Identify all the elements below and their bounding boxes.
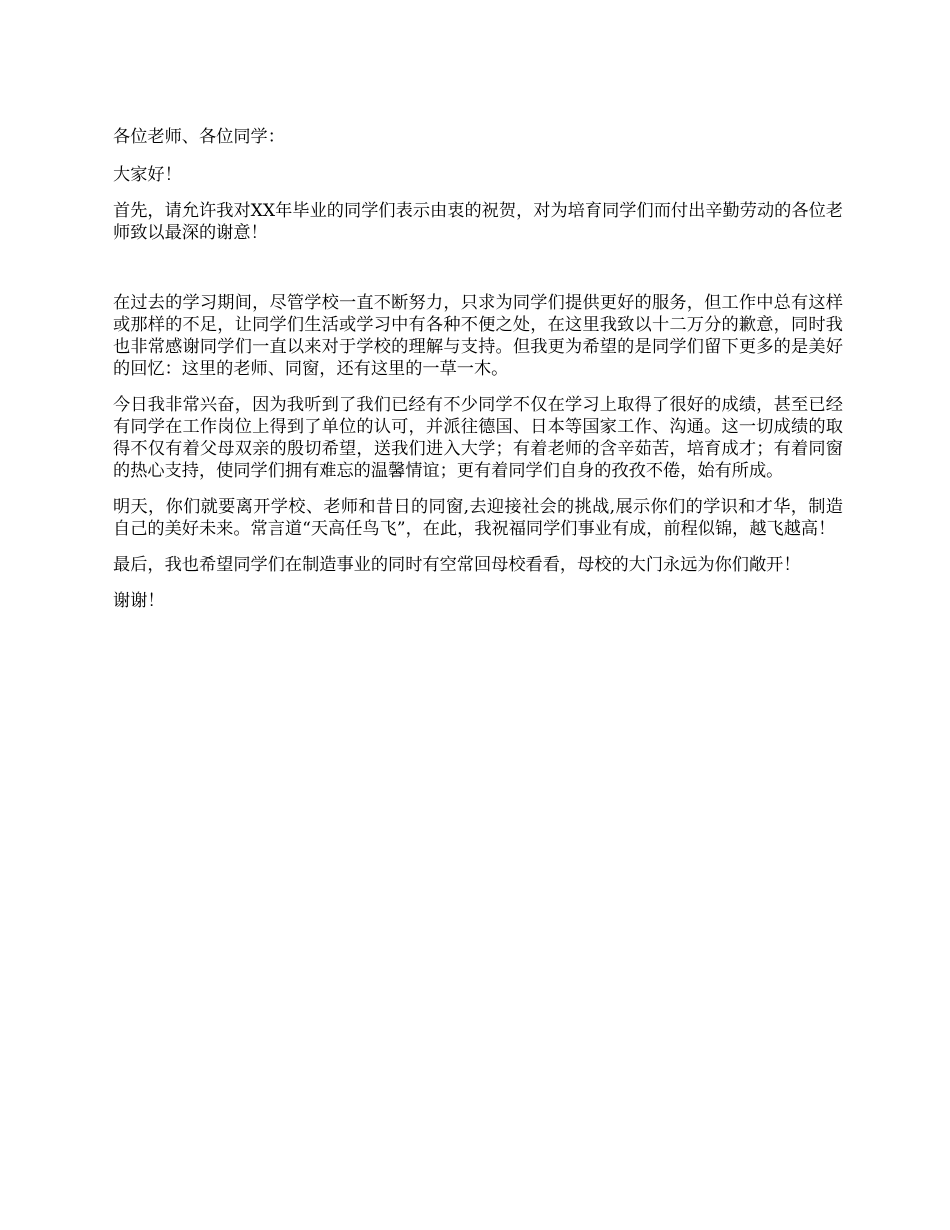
paragraph-congratulations: 首先，请允许我对XX年毕业的同学们表示由衷的祝贺，对为培育同学们而付出辛勤劳动的各位老师致以最深的谢意！ bbox=[113, 201, 843, 243]
closing-thanks: 谢谢！ bbox=[113, 591, 165, 611]
paragraph-future: 明天，你们就要离开学校、老师和昔日的同窗,去迎接社会的挑战,展示你们的学识和才华，制造自己的美好未来。常言道“天高任鸟飞”，在此，我祝福同学们事业有成，前程似锦，越飞越高！ bbox=[113, 497, 843, 539]
salutation: 大家好！ bbox=[113, 165, 182, 185]
greeting: 各位老师、各位同学： bbox=[113, 127, 285, 147]
document-body bbox=[113, 126, 843, 612]
paragraph-apology: 在过去的学习期间，尽管学校一直不断努力，只求为同学们提供更好的服务，但工作中总有这样或那样的不足，让同学们生活或学习中有各种不便之处，在这里我致以十二万分的歉意，同时我也非常感谢同学们一直以来对于学校的理解与支持。但我更为希望的是同学们留下更多的是美好的回忆：这里的老师、同窗，还有这里的一草一木。 bbox=[113, 293, 843, 379]
paragraph-final-wish: 最后，我也希望同学们在制造事业的同时有空常回母校看看，母校的大门永远为你们敞开！ bbox=[113, 555, 801, 575]
paragraph-achievements: 今日我非常兴奋，因为我听到了我们已经有不少同学不仅在学习上取得了很好的成绩，甚至已经有同学在工作岗位上得到了单位的认可，并派往德国、日本等国家工作、沟通。这一切成绩的取得不仅有着父母双亲的殷切希望，送我们进入大学；有着老师的含辛茹苦，培育成才；有着同窗的热心支持，使同学们拥有难忘的温馨情谊；更有着同学们自身的孜孜不倦，始有所成。 bbox=[113, 395, 843, 481]
